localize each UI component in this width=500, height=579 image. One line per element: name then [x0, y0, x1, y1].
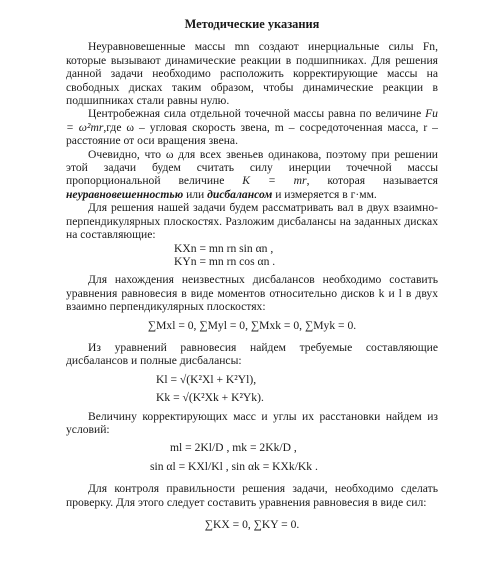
formula-kk: Kk = √(K²Xk + K²Yk).	[156, 391, 264, 405]
paragraph-imbalance-mid: , которая называется	[306, 174, 438, 188]
paragraph-unbalanced-masses: Неуравновешенные массы mn создают инерциальные силы Fn, которые вызывают динамические реакции в подшипниках. Для решения данной задачи необходимо расположить корректирующие массы на свободных дисках таким образом, чтобы динамические реакции в подшипниках стали равны нулю.	[66, 40, 438, 108]
paragraph-decomposition: Для решения нашей задачи будем рассматривать вал в двух взаимно-перпендикулярных плоскостях. Разложим дисбалансы на заданных дисках на составляющие:	[66, 201, 438, 242]
paragraph-imbalance-tail: и измеряется в г·мм.	[272, 187, 377, 201]
paragraph-imbalance-definition	[66, 148, 438, 202]
formula-forces: ∑KX = 0, ∑KY = 0.	[204, 518, 300, 531]
document-body	[66, 18, 438, 531]
paragraph-correction-masses: Величину корректирующих масс и углы их расстановки найдем из условий:	[66, 409, 438, 436]
formula-kxn: KXn = mn rn sin αn ,	[174, 241, 274, 255]
page-title: Методические указания	[184, 17, 320, 31]
paragraph-equilibrium-results: Из уравнений равновесия найдем требуемые составляющие дисбалансов и полные дисбалансы:	[66, 340, 438, 368]
paragraph-imbalance-lead: Очевидно, что ω для всех звеньев одинакова, поэтому при решении этой задачи будем считать силу инерции точечной массы пропорциональной величине	[66, 147, 438, 188]
formula-centrifugal-force: Fи = ω²mr	[66, 107, 438, 134]
formula-masses: ml = 2Kl/D , mk = 2Kk/D ,	[170, 441, 297, 455]
term-unbalance: неуравновешенностью	[66, 187, 184, 201]
paragraph-centrifugal-force-lead: Центробежная сила отдельной точечной массы равна по величине	[88, 107, 422, 121]
formula-kl: Kl = √(K²Xl + K²Yl),	[156, 372, 257, 386]
paragraph-moment-equations: Для нахождения неизвестных дисбалансов необходимо составить уравнения равновесия в виде моментов относительно дисков k и l в двух взаимно перпендикулярных плоскостях:	[66, 273, 438, 314]
paragraph-centrifugal-force-tail: ,где ω – угловая скорость звена, m – сосредоточенная масса, r – расстояние от оси вращения звена.	[66, 120, 438, 148]
formula-moments: ∑Mxl = 0, ∑Myl = 0, ∑Mxk = 0, ∑Myk = 0.	[147, 318, 357, 332]
paragraph-centrifugal-force	[66, 107, 438, 147]
formula-imbalance: K = mr	[242, 174, 307, 188]
term-imbalance: дисбалансом	[207, 187, 273, 201]
formula-kyn: KYn = mn rn cos αn .	[174, 254, 276, 268]
paragraph-verification: Для контроля правильности решения задачи, необходимо сделать проверку. Для этого следует составить уравнения равновесия в виде сил:	[66, 482, 438, 509]
term-or: или	[183, 187, 208, 201]
formula-angles: sin αl = KXl/Kl , sin αk = KXk/Kk .	[150, 459, 318, 473]
